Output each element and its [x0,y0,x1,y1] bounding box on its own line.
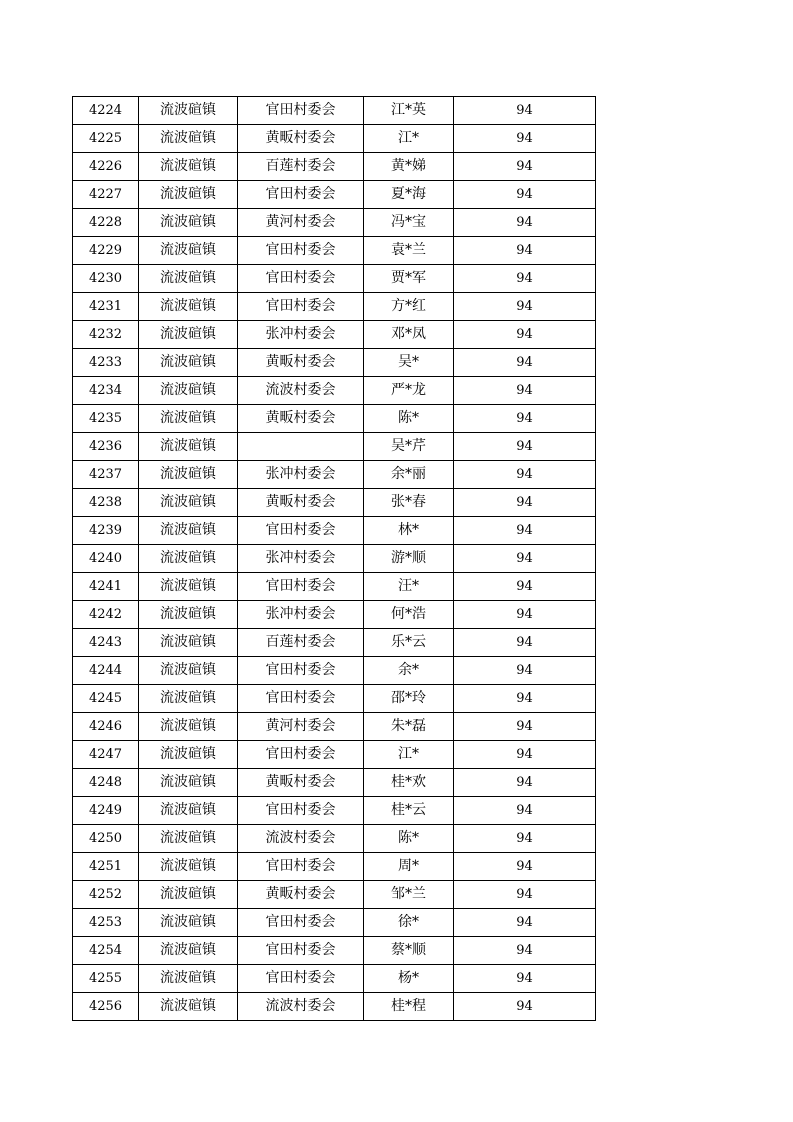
village-committee-cell: 黄畈村委会 [238,489,364,517]
score-cell: 94 [454,825,596,853]
record-id-cell: 4226 [73,153,139,181]
table-row [73,433,596,461]
person-name-cell: 桂*欢 [364,769,454,797]
village-committee-cell: 官田村委会 [238,265,364,293]
record-id-cell: 4248 [73,769,139,797]
score-cell: 94 [454,797,596,825]
person-name-cell: 余*丽 [364,461,454,489]
town-name-cell: 流波碹镇 [139,713,238,741]
record-id-cell: 4249 [73,797,139,825]
record-id-cell: 4241 [73,573,139,601]
village-committee-cell: 官田村委会 [238,797,364,825]
person-name-cell: 蔡*顺 [364,937,454,965]
score-cell: 94 [454,881,596,909]
table-row [73,489,596,517]
town-name-cell: 流波碹镇 [139,937,238,965]
record-id-cell: 4236 [73,433,139,461]
town-name-cell: 流波碹镇 [139,545,238,573]
person-name-cell: 余* [364,657,454,685]
table-row [73,405,596,433]
town-name-cell: 流波碹镇 [139,97,238,125]
town-name-cell: 流波碹镇 [139,293,238,321]
village-committee-cell: 百莲村委会 [238,629,364,657]
town-name-cell: 流波碹镇 [139,517,238,545]
table-row [73,629,596,657]
village-committee-cell: 黄畈村委会 [238,125,364,153]
table-row [73,293,596,321]
person-name-cell: 黄*娣 [364,153,454,181]
village-committee-cell: 黄河村委会 [238,209,364,237]
table-row [73,741,596,769]
record-id-cell: 4228 [73,209,139,237]
town-name-cell: 流波碹镇 [139,965,238,993]
record-id-cell: 4254 [73,937,139,965]
score-cell: 94 [454,853,596,881]
town-name-cell: 流波碹镇 [139,769,238,797]
record-id-cell: 4256 [73,993,139,1021]
person-name-cell: 陈* [364,405,454,433]
record-id-cell: 4232 [73,321,139,349]
town-name-cell: 流波碹镇 [139,181,238,209]
record-id-cell: 4230 [73,265,139,293]
score-cell: 94 [454,573,596,601]
person-name-cell: 张*春 [364,489,454,517]
village-committee-cell: 黄畈村委会 [238,769,364,797]
record-id-cell: 4255 [73,965,139,993]
record-id-cell: 4240 [73,545,139,573]
record-id-cell: 4246 [73,713,139,741]
score-cell: 94 [454,909,596,937]
table-row [73,153,596,181]
person-name-cell: 邵*玲 [364,685,454,713]
town-name-cell: 流波碹镇 [139,881,238,909]
record-id-cell: 4234 [73,377,139,405]
score-cell: 94 [454,489,596,517]
table-row [73,265,596,293]
score-cell: 94 [454,237,596,265]
score-cell: 94 [454,993,596,1021]
person-name-cell: 吴*芹 [364,433,454,461]
town-name-cell: 流波碹镇 [139,377,238,405]
village-committee-cell: 张冲村委会 [238,461,364,489]
score-cell: 94 [454,657,596,685]
score-cell: 94 [454,713,596,741]
person-name-cell: 桂*程 [364,993,454,1021]
person-name-cell: 袁*兰 [364,237,454,265]
village-committee-cell: 黄畈村委会 [238,881,364,909]
table-row [73,825,596,853]
village-committee-cell: 张冲村委会 [238,321,364,349]
town-name-cell: 流波碹镇 [139,461,238,489]
town-name-cell: 流波碹镇 [139,601,238,629]
record-id-cell: 4245 [73,685,139,713]
record-id-cell: 4244 [73,657,139,685]
village-committee-cell: 官田村委会 [238,573,364,601]
record-id-cell: 4233 [73,349,139,377]
score-cell: 94 [454,629,596,657]
table-row [73,993,596,1021]
town-name-cell: 流波碹镇 [139,629,238,657]
record-id-cell: 4237 [73,461,139,489]
village-committee-cell: 流波村委会 [238,993,364,1021]
record-id-cell: 4229 [73,237,139,265]
person-name-cell: 江* [364,125,454,153]
record-id-cell: 4235 [73,405,139,433]
person-name-cell: 江*英 [364,97,454,125]
person-name-cell: 夏*海 [364,181,454,209]
table-row [73,657,596,685]
person-name-cell: 桂*云 [364,797,454,825]
record-id-cell: 4231 [73,293,139,321]
town-name-cell: 流波碹镇 [139,573,238,601]
score-cell: 94 [454,461,596,489]
village-committee-cell: 官田村委会 [238,937,364,965]
village-committee-cell: 官田村委会 [238,685,364,713]
table-row [73,97,596,125]
town-name-cell: 流波碹镇 [139,433,238,461]
village-committee-cell: 官田村委会 [238,517,364,545]
score-cell: 94 [454,181,596,209]
person-name-cell: 朱*磊 [364,713,454,741]
table-row [73,517,596,545]
village-committee-cell: 张冲村委会 [238,601,364,629]
score-cell: 94 [454,937,596,965]
table-row [73,685,596,713]
table-row [73,461,596,489]
village-committee-cell: 流波村委会 [238,825,364,853]
table-row [73,769,596,797]
town-name-cell: 流波碹镇 [139,825,238,853]
table-row [73,909,596,937]
table-row [73,209,596,237]
table-row [73,181,596,209]
village-committee-cell: 官田村委会 [238,657,364,685]
score-cell: 94 [454,209,596,237]
score-cell: 94 [454,769,596,797]
village-committee-cell: 官田村委会 [238,181,364,209]
town-name-cell: 流波碹镇 [139,741,238,769]
town-name-cell: 流波碹镇 [139,797,238,825]
table-row [73,321,596,349]
person-name-cell: 何*浩 [364,601,454,629]
town-name-cell: 流波碹镇 [139,853,238,881]
table-row [73,573,596,601]
record-id-cell: 4251 [73,853,139,881]
record-id-cell: 4239 [73,517,139,545]
town-name-cell: 流波碹镇 [139,489,238,517]
table-row [73,937,596,965]
town-name-cell: 流波碹镇 [139,657,238,685]
village-committee-cell: 官田村委会 [238,237,364,265]
person-name-cell: 江* [364,741,454,769]
score-cell: 94 [454,125,596,153]
records-table [72,96,596,1021]
town-name-cell: 流波碹镇 [139,125,238,153]
record-id-cell: 4227 [73,181,139,209]
score-cell: 94 [454,517,596,545]
town-name-cell: 流波碹镇 [139,265,238,293]
person-name-cell: 贾*军 [364,265,454,293]
score-cell: 94 [454,741,596,769]
person-name-cell: 游*顺 [364,545,454,573]
score-cell: 94 [454,965,596,993]
table-row [73,853,596,881]
village-committee-cell: 官田村委会 [238,741,364,769]
person-name-cell: 陈* [364,825,454,853]
person-name-cell: 乐*云 [364,629,454,657]
record-id-cell: 4224 [73,97,139,125]
town-name-cell: 流波碹镇 [139,209,238,237]
table-row [73,545,596,573]
table-row [73,237,596,265]
town-name-cell: 流波碹镇 [139,909,238,937]
score-cell: 94 [454,377,596,405]
village-committee-cell: 官田村委会 [238,293,364,321]
record-id-cell: 4242 [73,601,139,629]
record-id-cell: 4238 [73,489,139,517]
record-id-cell: 4225 [73,125,139,153]
village-committee-cell: 流波村委会 [238,377,364,405]
village-committee-cell: 官田村委会 [238,97,364,125]
village-committee-cell: 黄畈村委会 [238,349,364,377]
score-cell: 94 [454,433,596,461]
table-row [73,797,596,825]
score-cell: 94 [454,405,596,433]
person-name-cell: 徐* [364,909,454,937]
score-cell: 94 [454,97,596,125]
score-cell: 94 [454,265,596,293]
town-name-cell: 流波碹镇 [139,153,238,181]
village-committee-cell: 百莲村委会 [238,153,364,181]
person-name-cell: 冯*宝 [364,209,454,237]
table-row [73,349,596,377]
table-row [73,601,596,629]
person-name-cell: 方*红 [364,293,454,321]
score-cell: 94 [454,349,596,377]
score-cell: 94 [454,153,596,181]
person-name-cell: 汪* [364,573,454,601]
score-cell: 94 [454,545,596,573]
score-cell: 94 [454,601,596,629]
town-name-cell: 流波碹镇 [139,993,238,1021]
village-committee-cell: 黄畈村委会 [238,405,364,433]
record-id-cell: 4253 [73,909,139,937]
record-id-cell: 4250 [73,825,139,853]
table-row [73,713,596,741]
town-name-cell: 流波碹镇 [139,685,238,713]
record-id-cell: 4243 [73,629,139,657]
score-cell: 94 [454,293,596,321]
person-name-cell: 杨* [364,965,454,993]
village-committee-cell: 官田村委会 [238,965,364,993]
village-committee-cell: 官田村委会 [238,909,364,937]
village-committee-cell: 黄河村委会 [238,713,364,741]
person-name-cell: 吴* [364,349,454,377]
person-name-cell: 严*龙 [364,377,454,405]
table-row [73,125,596,153]
village-committee-cell: 张冲村委会 [238,545,364,573]
table-row [73,377,596,405]
village-committee-cell: 官田村委会 [238,853,364,881]
record-id-cell: 4252 [73,881,139,909]
person-name-cell: 邹*兰 [364,881,454,909]
person-name-cell: 周* [364,853,454,881]
person-name-cell: 邓*凤 [364,321,454,349]
town-name-cell: 流波碹镇 [139,349,238,377]
score-cell: 94 [454,321,596,349]
town-name-cell: 流波碹镇 [139,321,238,349]
table-row [73,881,596,909]
village-committee-cell [238,433,364,461]
table-row [73,965,596,993]
town-name-cell: 流波碹镇 [139,405,238,433]
score-cell: 94 [454,685,596,713]
town-name-cell: 流波碹镇 [139,237,238,265]
records-table-body [73,97,596,1021]
person-name-cell: 林* [364,517,454,545]
record-id-cell: 4247 [73,741,139,769]
